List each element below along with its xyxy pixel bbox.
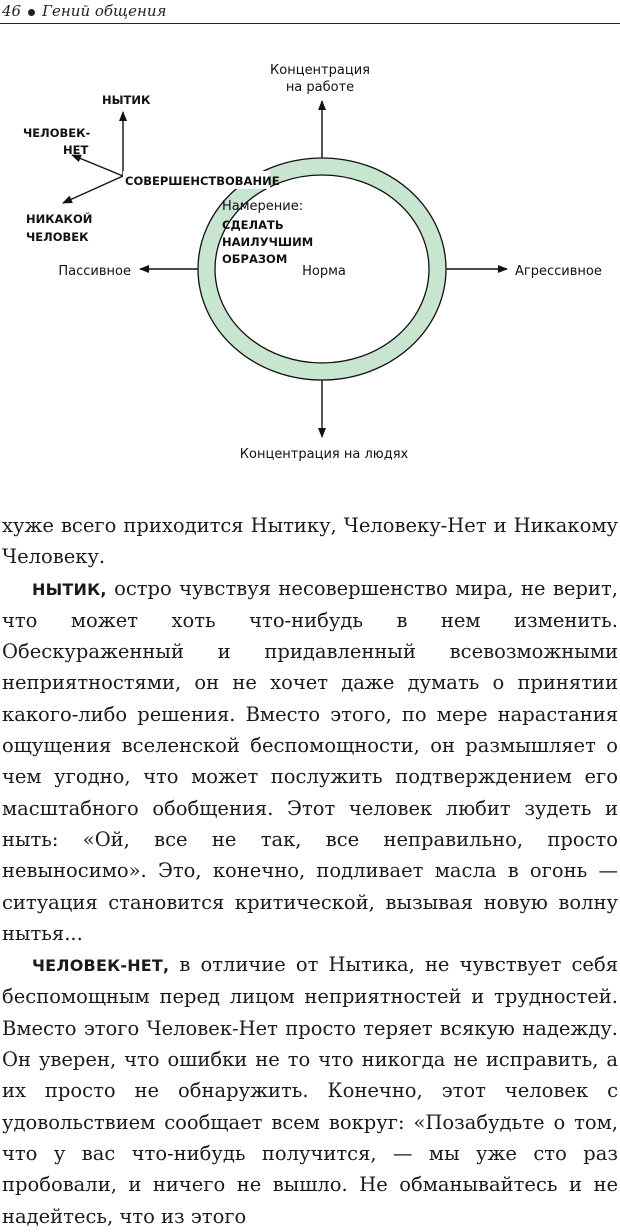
- behavior-diagram: [0, 25, 620, 495]
- branch-label-whiner: НЫТИК: [102, 93, 151, 107]
- branch-label-nobody-line1: НИКАКОЙ: [26, 212, 93, 226]
- top-label-line2: на работе: [285, 80, 355, 95]
- page-number: 46: [2, 2, 22, 20]
- intention-line1: СДЕЛАТЬ: [222, 218, 284, 232]
- header-rule: [0, 23, 620, 24]
- mrno-text: в отличие от Нытика, не чувствует себя беспомощным перед лицом неприятностей и трудностей. Вместо этого Человек-Нет просто теряет всякую надежду. Он уверен, что ошибки не то что никогда не исправить, а их просто не обнаружить. Конечно, этот человек с удовольствием сообщает всем вокруг: «Позабудьте о том, что у вас что-нибудь получится, — мы уже сто раз пробовали, и ничего не вышло. Не обманывайтесь и не надейтесь, что из этого: [2, 953, 618, 1228]
- center-label: Норма: [302, 264, 346, 279]
- diagram-svg: [0, 25, 620, 495]
- body-text: [2, 510, 618, 1232]
- intention-title: Намерение:: [222, 199, 304, 214]
- whiner-text: остро чувствуя несовершенство мира, не верит, что может хоть что-нибудь в нем изменить. Обескураженный и придавленный всевозможными неприятностями, он не хочет даже думать о принятии какого-либо решения. Вместо этого, по мере нарастания ощущения вселенской беспомощности, он размышляет о чем угодно, что может послужить подтверждением его масштабного обобщения. Этот человек любит зудеть и ныть: «Ой, все не так, все неправильно, просто невыносимо». Это, конечно, подливает масла в огонь — ситуация становится критической, вызывая новую волну нытья...: [2, 576, 618, 945]
- perfectionism-label: СОВЕРШЕНСТВОВАНИЕ: [125, 174, 280, 188]
- right-label: Агрессивное: [515, 264, 602, 279]
- branch-label-mrno-line1: ЧЕЛОВЕК-: [23, 126, 91, 140]
- running-header: [2, 0, 618, 22]
- whiner-lead: НЫТИК,: [32, 579, 107, 599]
- bullet-separator-icon: [28, 9, 35, 16]
- bottom-label: Концентрация на людях: [239, 447, 409, 462]
- branch-label-nobody-line2: ЧЕЛОВЕК: [26, 230, 89, 244]
- branch-label-mrno-line2: НЕТ: [63, 143, 89, 157]
- paragraph-continuation: хуже всего приходится Нытику, Человеку-Нет и Никакому Человеку.: [2, 514, 618, 569]
- intention-line3: ОБРАЗОМ: [222, 252, 288, 266]
- branch-arrow-nobody: [63, 176, 123, 203]
- top-label-line1: Концентрация: [270, 63, 370, 78]
- intention-line2: НАИЛУЧШИМ: [222, 235, 314, 249]
- branch-arrow-mrno: [72, 155, 123, 176]
- paragraph-mrno: [2, 949, 618, 1232]
- left-label: Пассивное: [58, 264, 131, 279]
- mrno-lead: ЧЕЛОВЕК-НЕТ,: [32, 956, 170, 976]
- paragraph-whiner: [2, 573, 618, 950]
- book-title: Гений общения: [42, 2, 167, 20]
